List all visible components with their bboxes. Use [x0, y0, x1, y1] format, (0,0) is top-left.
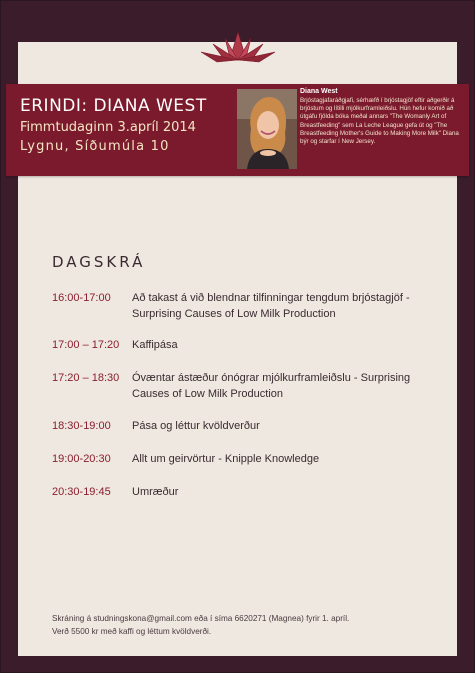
schedule-text: Að takast á við blendnar tilfinningar tengdum brjóstagjöf - Surprising Causes of Low Milk Production	[132, 292, 410, 320]
portrait-image-icon	[237, 89, 297, 169]
price-line: Verð 5500 kr með kaffi og léttum kvöldverði.	[52, 627, 212, 636]
schedule-time: 18:30-19:00	[52, 420, 111, 432]
schedule-text: Umræður	[132, 486, 179, 498]
registration-footer	[52, 612, 452, 638]
schedule-item	[52, 370, 422, 404]
registration-line: Skráning á studningskona@gmail.com eða í síma 6620271 (Magnea) fyrir 1. apríl.	[52, 614, 350, 623]
speaker-name: Diana West	[300, 88, 338, 95]
schedule-item	[52, 451, 422, 469]
event-location: Lygnu, Síðumúla 10	[20, 139, 170, 154]
speaker-photo	[237, 89, 297, 169]
schedule-item	[52, 484, 422, 502]
speaker-bio: Brjóstagjafaráðgjafi, sérhæfð í brjóstagjöf eftir aðgerðir á brjóstum og lítilli mjólkurframleiðslu. Hún hefur komið að útgáfu fjölda bóka meðal annars "The Womanly Art of Breastfeeding" sem La Leche League gefa út og "The Breastfeeding Mother's Guide to Making More Milk" Diana býr og starfar í New Jersey.	[300, 97, 459, 145]
lotus-ornament-icon	[195, 30, 281, 70]
schedule-item	[52, 290, 422, 324]
schedule-heading: DAGSKRÁ	[52, 253, 146, 271]
event-date: Fimmtudaginn 3.apríl 2014	[20, 120, 196, 135]
schedule-text: Allt um geirvörtur - Knipple Knowledge	[132, 453, 320, 465]
schedule-text: Kaffipása	[132, 339, 178, 351]
event-title: ERINDI: DIANA WEST	[20, 96, 207, 116]
schedule-time: 20:30-19:45	[52, 486, 111, 498]
header-banner	[6, 84, 469, 176]
schedule-item	[52, 337, 422, 355]
schedule-text: Óvæntar ástæður ónógrar mjólkurframleiðslu - Surprising Causes of Low Milk Production	[132, 372, 411, 400]
schedule-time: 17:00 – 17:20	[52, 339, 120, 351]
schedule-time: 16:00-17:00	[52, 292, 111, 304]
schedule-item	[52, 418, 422, 436]
schedule-time: 19:00-20:30	[52, 453, 111, 465]
schedule-time: 17:20 – 18:30	[52, 372, 120, 384]
schedule-text: Pása og léttur kvöldverður	[132, 420, 260, 432]
